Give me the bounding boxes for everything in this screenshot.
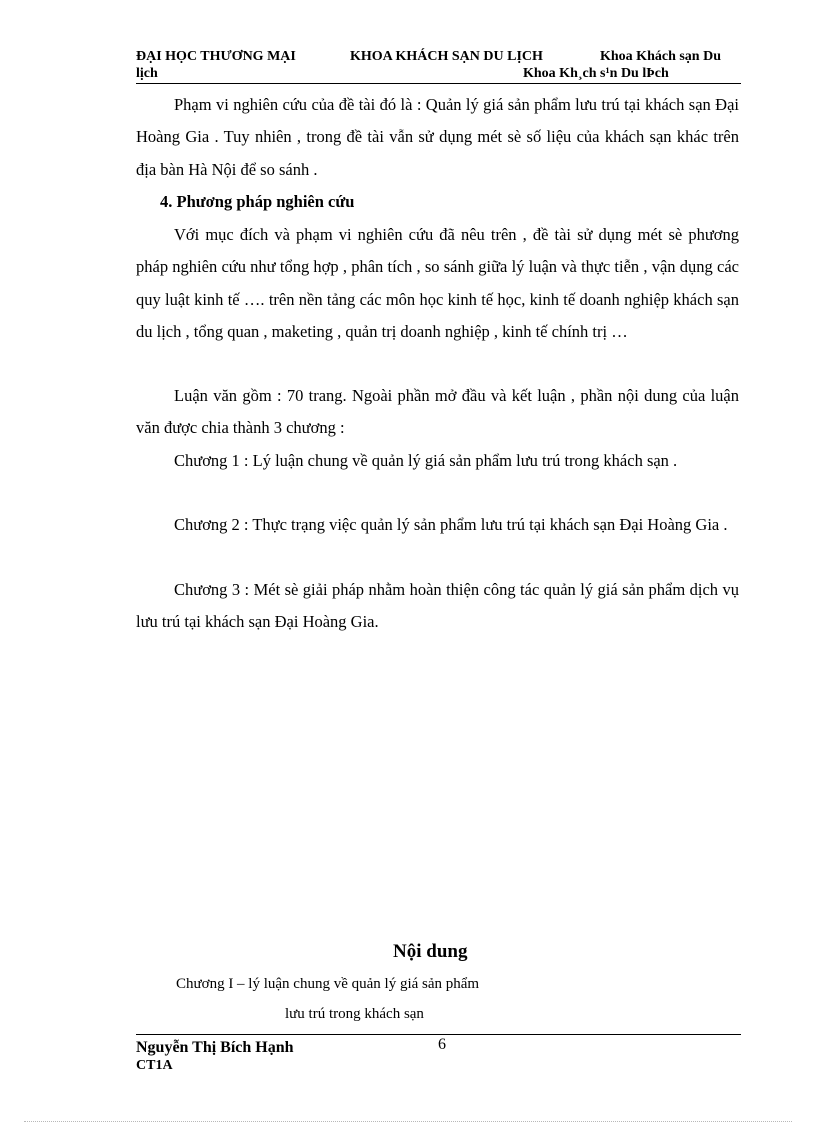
footer-author: Nguyễn Thị Bích Hạnh bbox=[136, 1039, 294, 1056]
header-university: ĐẠI HỌC THƯƠNG MẠI bbox=[136, 49, 296, 64]
page-bottom-dotted-line bbox=[24, 1121, 792, 1122]
contents-chapter-line2: lưu trú trong khách sạn bbox=[285, 1006, 424, 1022]
footer-class: CT1A bbox=[136, 1058, 173, 1073]
contents-chapter-line1: Chương I – lý luận chung về quản lý giá sản phẩm bbox=[176, 976, 480, 992]
header-faculty: KHOA KHÁCH SẠN DU LỊCH bbox=[350, 49, 543, 64]
structure-paragraph: Luận văn gồm : 70 trang. Ngoài phần mở đầu và kết luận , phần nội dung của luận văn được chia thành 3 chương : bbox=[136, 386, 739, 438]
chapter-3-paragraph: Chương 3 : Mét sè giải pháp nhằm hoàn thiện công tác quản lý giá sản phẩm dịch vụ lưu trú tại khách sạn Đại Hoàng Gia. bbox=[136, 580, 739, 632]
chapter-1-paragraph: Chương 1 : Lý luận chung về quản lý giá sản phẩm lưu trú trong khách sạn . bbox=[174, 451, 678, 470]
section-heading: 4. Phương pháp nghiên cứu bbox=[160, 192, 355, 211]
footer-rule bbox=[136, 1034, 741, 1035]
header-rule bbox=[136, 83, 741, 84]
scope-paragraph: Phạm vi nghiên cứu của đề tài đó là : Quản lý giá sản phẩm lưu trú tại khách sạn Đại Hoàng Gia . Tuy nhiên , trong đề tài vẫn sử dụng mét sè số liệu của khách sạn khác trên địa bàn Hà Nội để so sánh . bbox=[136, 95, 739, 179]
header-faculty-alt-line2: lịch bbox=[136, 66, 158, 81]
chapter-2-paragraph: Chương 2 : Thực trạng việc quản lý sản phẩm lưu trú tại khách sạn Đại Hoàng Gia . bbox=[174, 515, 728, 534]
contents-title: Nội dung bbox=[393, 941, 468, 962]
header-faculty-garbled: Khoa Kh¸ch s¹n Du lÞch bbox=[523, 66, 669, 81]
footer-page-number: 6 bbox=[438, 1036, 446, 1053]
method-paragraph: Với mục đích và phạm vi nghiên cứu đã nêu trên , đề tài sử dụng mét sè phương pháp nghiên cứu như tổng hợp , phân tích , so sánh giữa lý luận và thực tiễn , vận dụng các quy luật kinh tế …. trên nền tảng các môn học kinh tế học, kinh tế doanh nghiệp khách sạn du lịch , tổng quan , maketing , quản trị doanh nghiệp , kinh tế chính trị … bbox=[136, 225, 739, 341]
header-faculty-alt-line1: Khoa Khách sạn Du bbox=[600, 49, 721, 64]
